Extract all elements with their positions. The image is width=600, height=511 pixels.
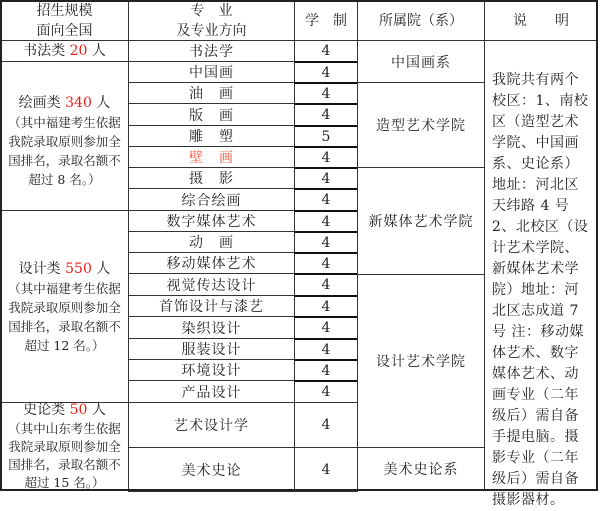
years-cell — [294, 188, 358, 211]
major-name: 染织设计 — [181, 320, 242, 337]
major-cell — [128, 146, 295, 168]
major-name: 产品设计 — [181, 384, 242, 401]
years-value: 4 — [321, 170, 331, 187]
group-title: 书法类 20 人 — [23, 43, 106, 59]
header-major-line1: 专 业 — [190, 2, 233, 19]
years-value: 4 — [321, 234, 331, 251]
major-cell — [128, 338, 295, 360]
years-value: 4 — [321, 107, 331, 123]
major-name: 版 画 — [189, 107, 234, 124]
dept-label: 设计艺术学院 — [376, 354, 466, 370]
major-cell — [128, 103, 295, 126]
years-value: 4 — [321, 341, 331, 358]
years-value: 4 — [321, 362, 331, 379]
group-count: 340 — [65, 95, 92, 111]
years-cell — [294, 252, 358, 274]
major-name: 油 画 — [189, 86, 234, 102]
major-cell — [128, 380, 295, 403]
header-years — [294, 0, 358, 41]
years-cell — [294, 231, 358, 253]
dept-new-media — [357, 167, 485, 275]
major-cell — [128, 252, 295, 274]
years-cell — [294, 103, 358, 126]
major-cell — [128, 188, 295, 211]
header-years-label: 学 制 — [305, 12, 347, 29]
dept-label: 新媒体艺术学院 — [368, 214, 474, 230]
header-dept-label: 所属院（系） — [379, 12, 463, 29]
years-cell — [294, 402, 358, 448]
years-value: 4 — [321, 384, 331, 400]
major-name: 中国画 — [189, 65, 234, 81]
dept-art-history — [357, 447, 485, 491]
dept-plastic-arts — [357, 82, 485, 168]
header-scale-line2: 面向全国 — [36, 22, 93, 39]
years-value: 4 — [321, 64, 331, 81]
years-value: 4 — [321, 277, 331, 293]
group-title: 设计类 550 人 — [18, 260, 111, 277]
major-name: 书法学 — [189, 44, 234, 60]
years-cell — [294, 295, 358, 317]
group-count: 550 — [65, 260, 92, 277]
dept-label: 中国画系 — [391, 54, 451, 71]
header-notes — [484, 0, 598, 41]
header-scale-line1: 招生规模 — [36, 2, 93, 19]
major-name: 壁 画 — [189, 150, 234, 166]
dept-design — [357, 274, 485, 448]
dept-chinese-painting — [357, 40, 485, 83]
major-name: 视觉传达设计 — [166, 277, 257, 294]
major-cell — [128, 402, 295, 448]
major-name: 美术史论 — [181, 462, 242, 479]
dept-label: 美术史论系 — [383, 462, 459, 478]
years-cell — [294, 40, 358, 62]
group-note: （其中山东考生依据我院录取原则参加全国排名，录取名额不超过 15 名。） — [8, 421, 121, 490]
years-cell — [294, 359, 358, 381]
years-cell — [294, 82, 358, 104]
major-name: 动 画 — [189, 235, 234, 251]
years-cell — [294, 447, 358, 492]
group-history — [0, 402, 129, 491]
major-cell — [128, 316, 295, 339]
years-value: 4 — [321, 192, 331, 208]
major-cell — [128, 447, 295, 492]
major-name: 摄 影 — [189, 171, 234, 187]
major-cell — [128, 61, 295, 83]
notes-text: 我院共有两个校区：1、南校区（造型艺术学院、中国画系、史论系）地址：河北区天纬路 4 号 2、北校区（设计艺术学院、新媒体艺术学院）地址：河北区志成道 7 号 注：移动媒体艺术、数字媒体艺术、动画专业（二年级后）需自备手提电脑。摄影专业（二年级后）需自备摄影器材。 — [492, 72, 589, 508]
major-cell — [128, 231, 295, 253]
major-name: 移动媒体艺术 — [166, 256, 257, 272]
major-cell — [128, 273, 295, 296]
group-count: 50 — [69, 402, 88, 418]
years-value: 4 — [321, 149, 331, 166]
years-cell — [294, 167, 358, 189]
dept-label: 造型艺术学院 — [376, 118, 466, 134]
years-cell — [294, 125, 358, 147]
notes-cell — [484, 40, 598, 508]
major-name: 环境设计 — [181, 363, 242, 379]
major-name: 综合绘画 — [181, 192, 242, 209]
years-value: 4 — [321, 320, 331, 336]
group-note: （其中福建考生依据我院录取原则参加全国排名，录取名额不超过 8 名。） — [8, 115, 121, 187]
header-major-line2: 及专业方向 — [176, 22, 247, 39]
major-cell — [128, 167, 295, 189]
years-value: 4 — [321, 298, 331, 315]
major-name: 服装设计 — [181, 342, 242, 358]
major-cell — [128, 125, 295, 147]
group-design — [0, 210, 129, 403]
group-note: （其中福建考生依据我院录取原则参加全国排名，录取名额不超过 12 名。） — [8, 280, 121, 353]
group-calligraphy — [0, 40, 129, 62]
major-name: 首饰设计与漆艺 — [159, 299, 264, 315]
years-value: 4 — [321, 255, 331, 272]
header-notes-label: 说 明 — [513, 12, 569, 29]
header-scale — [0, 0, 129, 41]
years-cell — [294, 338, 358, 360]
major-cell — [128, 40, 295, 62]
years-value: 4 — [321, 43, 331, 59]
major-cell — [128, 295, 295, 317]
years-value: 5 — [321, 128, 331, 145]
years-cell — [294, 146, 358, 168]
years-cell — [294, 210, 358, 232]
group-painting — [0, 61, 129, 211]
group-title: 史论类 50 人 — [23, 402, 106, 418]
years-value: 4 — [321, 461, 331, 478]
years-value: 4 — [321, 213, 331, 230]
major-cell — [128, 82, 295, 104]
major-name: 雕 塑 — [189, 129, 234, 145]
group-count: 20 — [69, 43, 88, 59]
header-dept — [357, 0, 485, 41]
years-cell — [294, 61, 358, 83]
major-name: 艺术设计学 — [174, 418, 249, 434]
years-cell — [294, 273, 358, 296]
years-value: 4 — [321, 417, 331, 433]
years-cell — [294, 316, 358, 339]
years-cell — [294, 380, 358, 403]
major-name: 数字媒体艺术 — [166, 214, 257, 230]
header-major — [128, 0, 295, 41]
years-value: 4 — [321, 85, 331, 102]
major-cell — [128, 210, 295, 232]
group-title: 绘画类 340 人 — [18, 95, 111, 111]
major-cell — [128, 359, 295, 381]
